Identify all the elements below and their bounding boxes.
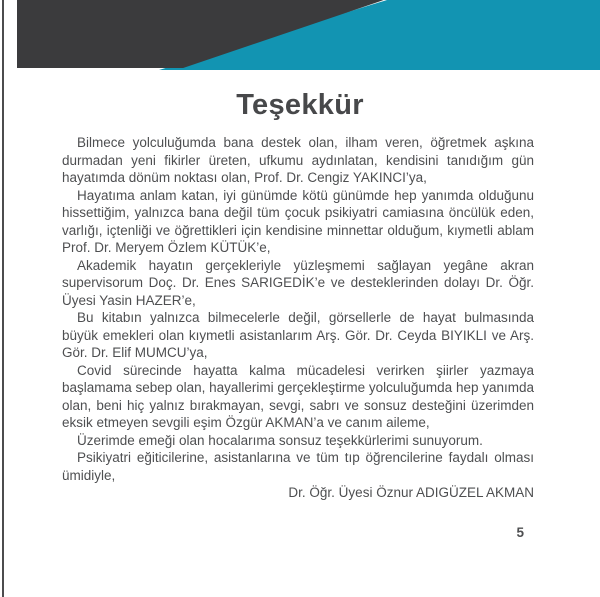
paragraph: Covid sürecinde hayatta kalma mücadelesi verirken şiirler yazmaya başlamama sebep olan, hayallerimi gerçekleştirme yolculuğumda hep yanımda olan, beni hiç yalnız bırakmayan, sevgi, sabrı ve sonsuz desteğini üzerimden eksik etmeyen sevgili eşim Özgür AKMAN’a ve canım aileme, — [62, 362, 534, 430]
page-number: 5 — [516, 525, 524, 540]
paragraph: Hayatıma anlam katan, iyi günümde kötü günümde hep yanımda olduğunu hissettiğim, yalnızca bana değil tüm çocuk psikiyatri camiasına öncülük eden, varlığı, içtenliği ve öğrettikleri için kendisine minnettar olduğum, kıymetli ablam Prof. Dr. Meryem Özlem KÜTÜK’e, — [62, 187, 534, 255]
page-title: Teşekkür — [236, 89, 364, 121]
signature: Dr. Öğr. Üyesi Öznur ADIGÜZEL AKMAN — [288, 485, 534, 500]
paragraph: Psikiyatri eğiticilerine, asistanlarına ve tüm tıp öğrencilerine faydalı olması ümidiyle, — [62, 450, 534, 483]
paragraph: Üzerimde emeği olan hocalarıma sonsuz teşekkürlerimi sunuyorum. — [77, 432, 483, 448]
header-banner — [0, 0, 600, 70]
acknowledgments-text — [62, 134, 534, 502]
paragraph: Bu kitabın yalnızca bilmecelerle değil, görsellerle de hayat bulmasında büyük emekleri olan kıymetli asistanlarım Arş. Gör. Dr. Ceyda BIYIKLI ve Arş. Gör. Dr. Elif MUMCU’ya, — [62, 310, 534, 360]
paragraph: Akademik hayatın gerçekleriyle yüzleşmemi sağlayan yegâne akran supervisorum Doç. Dr. Enes SARIGEDİK’e ve desteklerinden dolayı Dr. Öğr. Üyesi Yasin HAZER’e, — [62, 257, 534, 308]
paragraph: Bilmece yolculuğumda bana destek olan, ilham veren, öğretmek aşkına durmadan yeni fikirler üreten, ufkumu aydınlatan, kendisini tanıdığım gün hayatımda dönüm noktası olan, Prof. Dr. Cengiz YAKINCI’ya, — [62, 135, 534, 185]
